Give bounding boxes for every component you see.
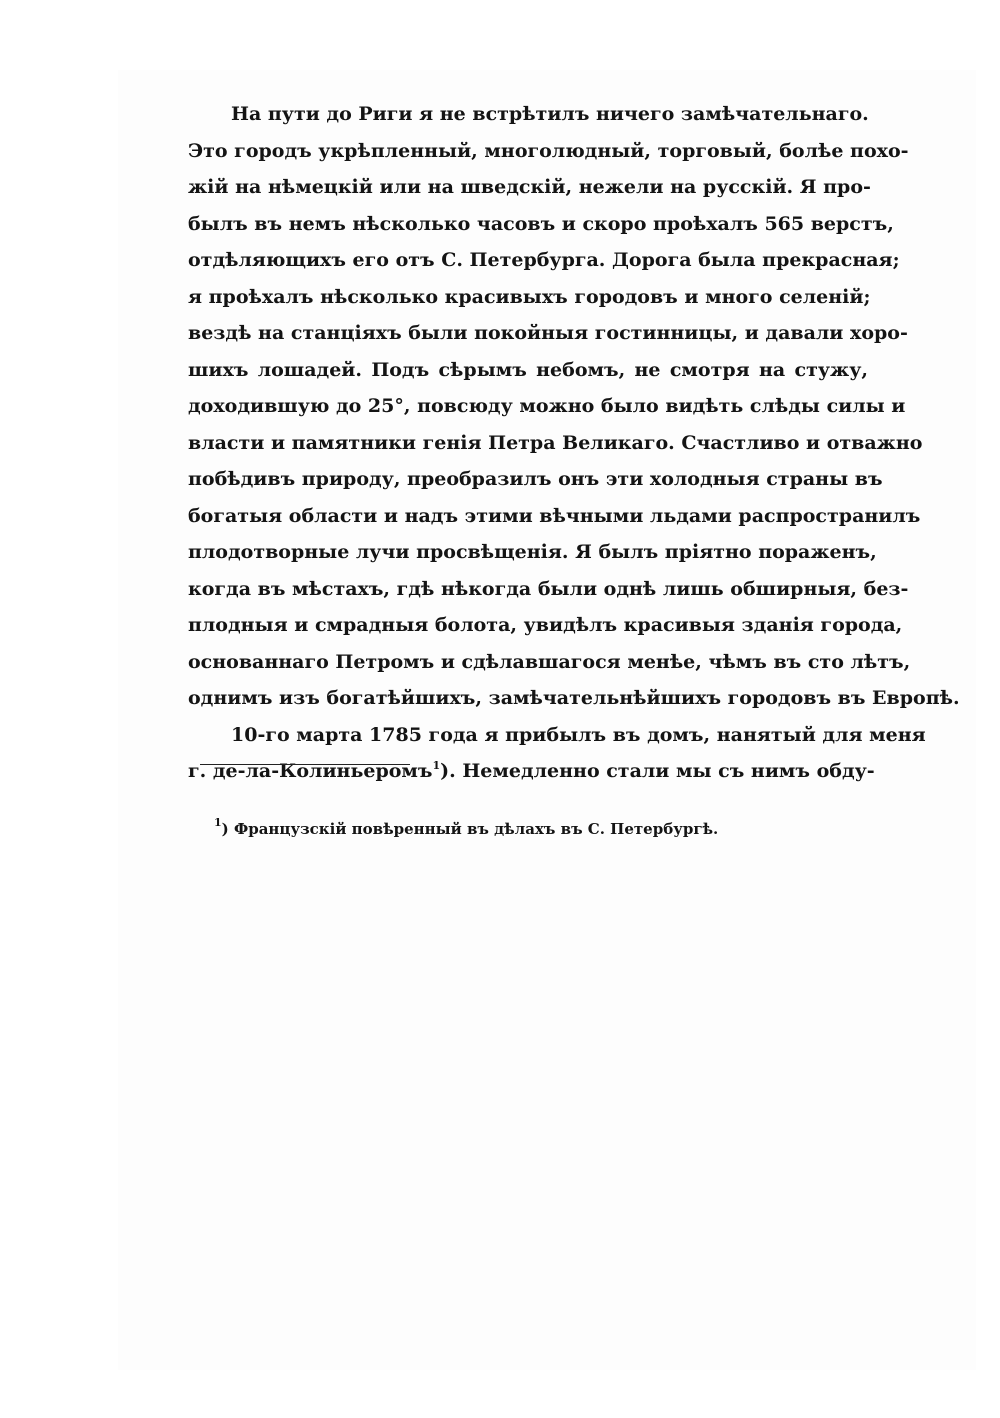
footnote-marker: 1 (214, 816, 222, 829)
text-line: былъ въ немъ нѣсколько часовъ и скоро проѣхалъ 565 верстъ, (188, 212, 894, 235)
text-line: богатыя области и надъ этими вѣчными льдами распространилъ (188, 504, 921, 527)
text-line: доходившую до 25°, повсюду можно было видѣть слѣды силы и (188, 395, 906, 417)
text-segment: ). Немедленно стали мы съ нимъ обду- (440, 760, 875, 782)
text-line: когда въ мѣстахъ, гдѣ нѣкогда были однѣ лишь обширныя, без- (188, 577, 909, 600)
text-line: плодныя и смрадныя болота, увидѣлъ красивыя зданія города, (188, 614, 903, 636)
text-line: вездѣ на станціяхъ были покойныя гостинницы, и давали хоро- (188, 322, 908, 344)
text-line: плодотворные лучи просвѣщенія. Я былъ пріятно пораженъ, (188, 541, 877, 563)
text-line: власти и памятники генія Петра Великаго. Счастливо и отважно (188, 431, 923, 454)
footnote (214, 814, 914, 844)
text-line: Это городъ укрѣпленный, многолюдный, торговый, болѣе похо- (188, 139, 909, 162)
text-line: 10-го марта 1785 года я прибылъ въ домъ, нанятый для меня (231, 723, 926, 746)
body-text (188, 96, 960, 790)
text-segment: г. де-ла-Колиньеромъ (188, 760, 433, 782)
text-line: побѣдивъ природу, преобразилъ онъ эти холодныя страны въ (188, 468, 883, 490)
text-line: однимъ изъ богатѣйшихъ, замѣчательнѣйшихъ городовъ въ Европѣ. (188, 687, 960, 709)
text-line: отдѣляющихъ его отъ С. Петербурга. Дорога была прекрасная; (188, 249, 900, 271)
footnote-text: ) Французскій повѣренный въ дѣлахъ въ С. Петербургѣ. (221, 820, 719, 838)
text-line (188, 753, 875, 790)
text-line: основаннаго Петромъ и сдѣлавшагося менѣе, чѣмъ въ сто лѣтъ, (188, 650, 911, 673)
footnote-reference: 1 (432, 759, 441, 772)
text-line: На пути до Риги я не встрѣтилъ ничего замѣчательнаго. (231, 103, 869, 125)
footnote-separator (200, 764, 410, 765)
text-line: шихъ лошадей. Подъ сѣрымъ небомъ, не смотря на стужу, (188, 358, 868, 381)
text-line: жій на нѣмецкій или на шведскій, нежели на русскій. Я про- (188, 176, 871, 198)
text-line: я проѣхалъ нѣсколько красивыхъ городовъ и много селеній; (188, 285, 871, 308)
